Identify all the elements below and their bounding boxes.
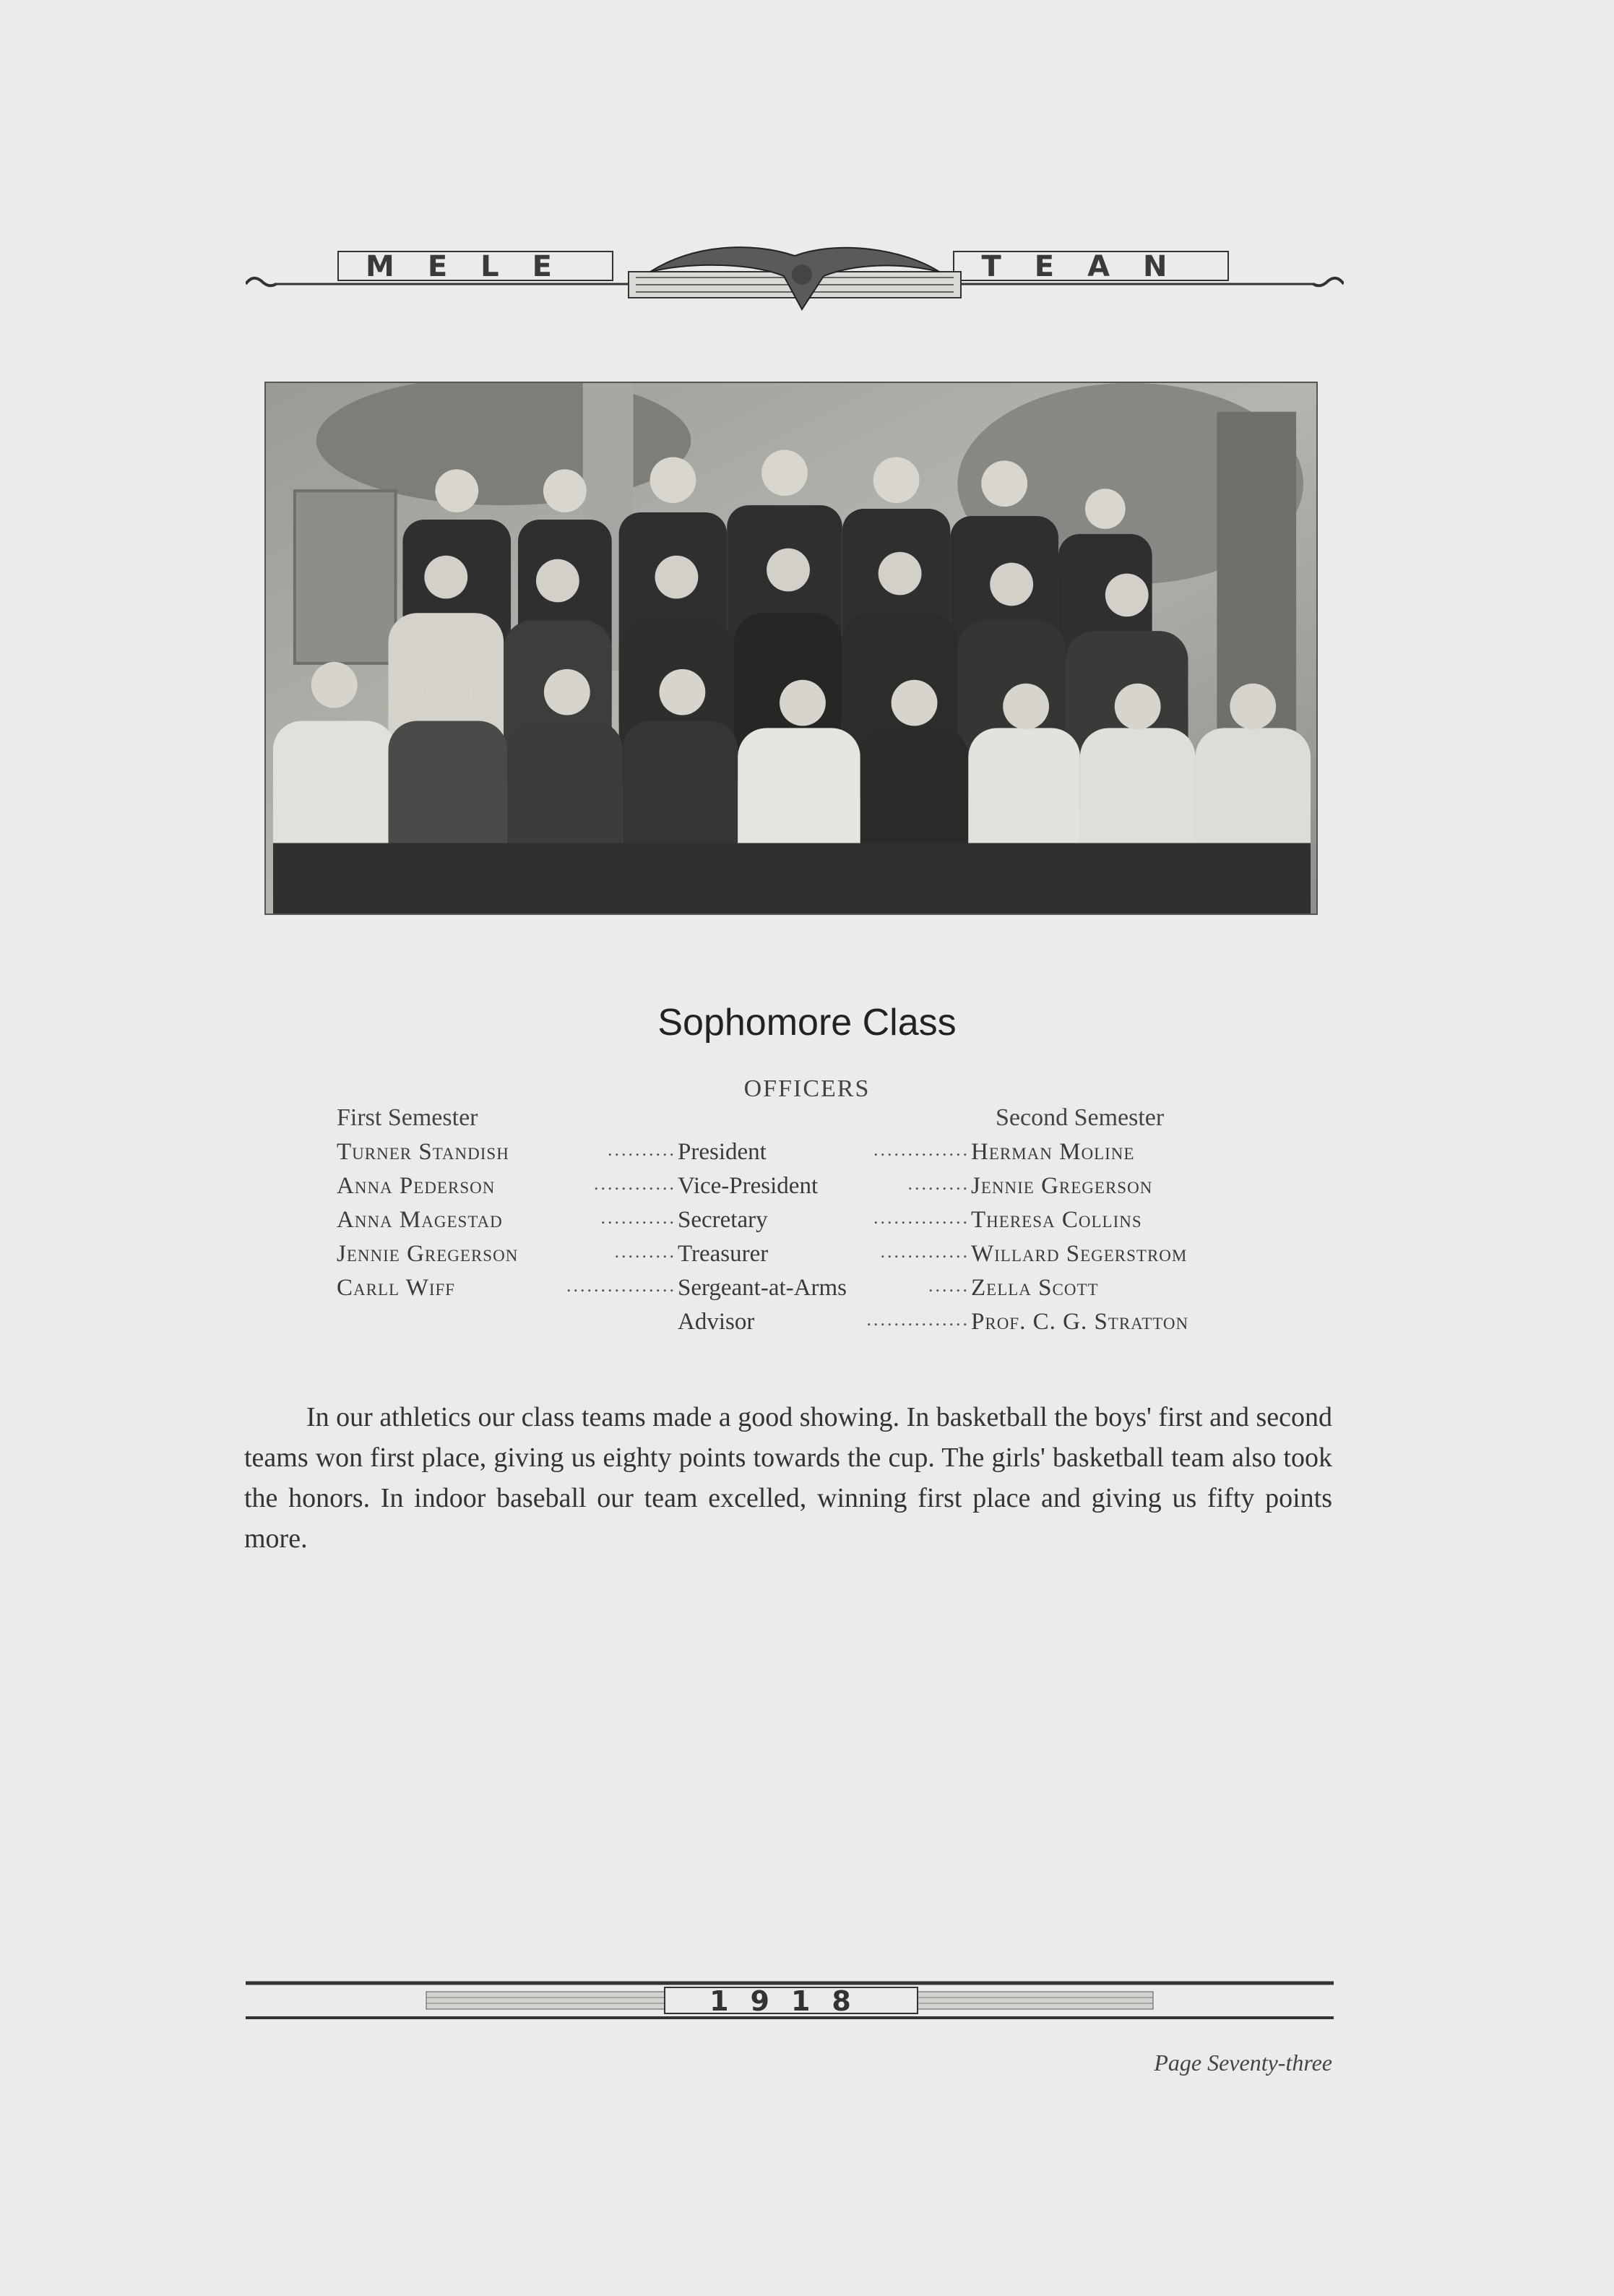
header-left-word: [338, 250, 613, 283]
dot-leader: .............: [880, 1241, 970, 1262]
second-semester-officer: Theresa Collins: [971, 1207, 1142, 1233]
first-semester-officer: Anna Magestad: [337, 1207, 503, 1233]
yearbook-header-banner: [246, 230, 1344, 331]
dot-leader: ...........: [600, 1207, 676, 1228]
page-title: Sophomore Class: [657, 1002, 957, 1044]
second-semester-officer: Jennie Gregerson: [971, 1173, 1153, 1199]
dot-leader: ...............: [866, 1309, 970, 1330]
dot-leader: .........: [614, 1241, 676, 1262]
svg-text:TEAN: TEAN: [981, 250, 1201, 283]
dot-leader: ............: [594, 1173, 676, 1194]
officer-row: [337, 1139, 1233, 1173]
dot-leader: ..........: [608, 1139, 676, 1160]
officer-row: [337, 1207, 1233, 1241]
dot-leader: ......: [928, 1275, 970, 1296]
footer-year: 1918: [709, 1985, 873, 2017]
office-title: Sergeant-at-Arms: [678, 1275, 847, 1301]
svg-text:MELE: MELE: [366, 250, 585, 283]
office-title: Advisor: [678, 1309, 755, 1335]
second-semester-officer: Prof. C. G. Stratton: [971, 1309, 1189, 1335]
officers-table: [337, 1139, 1233, 1343]
dot-leader: ................: [566, 1275, 676, 1296]
eagle-emblem-icon: [629, 247, 961, 309]
page-number-label: Page Seventy-three: [1154, 2050, 1332, 2076]
class-group-photo: [264, 382, 1318, 915]
office-title: Secretary: [678, 1207, 768, 1233]
class-summary-paragraph: In our athletics our class teams made a good showing. In basketball the boys' first and second teams won first place, giving us eighty points towards the cup. The girls' basketball team also took the honors. In indoor baseball our team excelled, winning first place and giving us fifty points more.: [244, 1402, 1332, 1554]
first-semester-officer: Jennie Gregerson: [337, 1241, 519, 1267]
second-semester-officer: Herman Moline: [971, 1139, 1135, 1165]
header-right-word: [954, 250, 1228, 283]
office-title: Vice-President: [678, 1173, 819, 1199]
second-semester-officer: Willard Segerstrom: [971, 1241, 1188, 1267]
first-semester-officer: Turner Standish: [337, 1139, 509, 1165]
officer-row: [337, 1173, 1233, 1207]
dot-leader: ..............: [873, 1207, 970, 1228]
second-semester-officer: Zella Scott: [971, 1275, 1099, 1301]
dot-leader: .........: [907, 1173, 970, 1194]
dot-leader: ..............: [873, 1139, 970, 1160]
officer-row: [337, 1309, 1233, 1343]
first-semester-label: First Semester: [337, 1104, 478, 1131]
year-footer-banner: [246, 1979, 1334, 2022]
office-title: President: [678, 1139, 767, 1165]
officers-heading: OFFICERS: [743, 1075, 871, 1102]
office-title: Treasurer: [678, 1241, 769, 1267]
first-semester-officer: Anna Pederson: [337, 1173, 496, 1199]
second-semester-label: Second Semester: [996, 1104, 1165, 1131]
first-semester-officer: Carll Wiff: [337, 1275, 456, 1301]
officer-row: [337, 1241, 1233, 1275]
officer-row: [337, 1275, 1233, 1309]
